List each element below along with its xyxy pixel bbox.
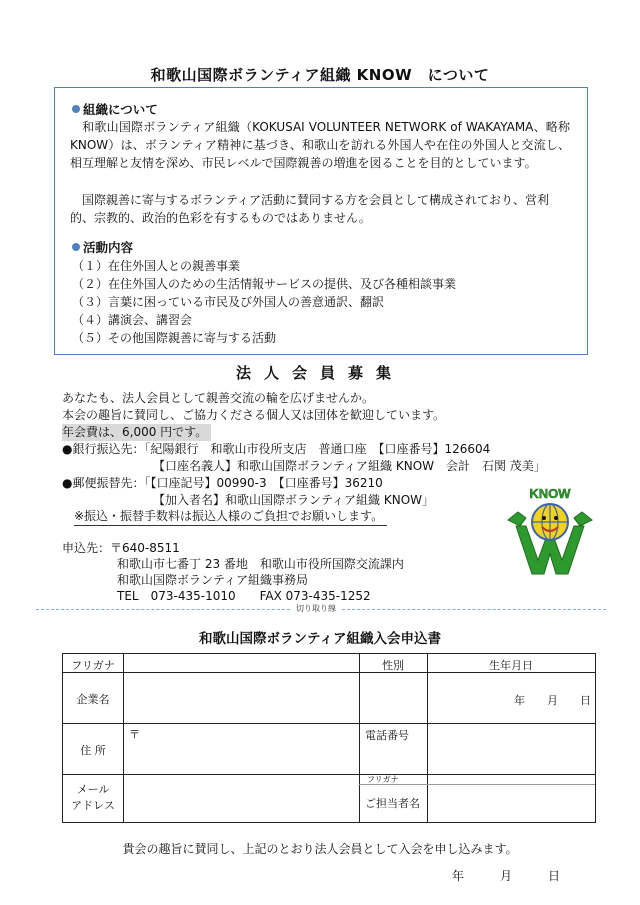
annual-fee: 年会費は、6,000 円です。 (62, 424, 211, 441)
furigana-label: フリガナ (71, 659, 115, 672)
apply-to-label: 申込先：〒640-8511 (62, 541, 180, 555)
company-name-input[interactable] (124, 673, 359, 723)
about-paragraph-2: 国際親善に寄与するボランティア活動に賛同する方を会員として構成されており、営利的、宗教的、政治的色彩を有するものではありません。 (70, 193, 550, 225)
bullet-dot-icon (72, 105, 80, 113)
postal-transfer-line-2: 【加入者名】和歌山国際ボランティア組織 KNOW」 (153, 493, 435, 507)
office-address: 和歌山市七番丁 23 番地 和歌山市役所国際交流課内 (117, 557, 404, 571)
contact-person-input[interactable] (428, 785, 595, 822)
recruit-intro-2: 本会の趣旨に賛同し、ご協力くださる個人又は団体を歓迎しています。 (62, 408, 446, 422)
activities-heading (72, 238, 133, 256)
page-title: 和歌山国際ボランティア組織 KNOW について (150, 66, 490, 84)
postal-mark: 〒 (129, 728, 140, 741)
birthdate-label: 生年月日 (489, 659, 533, 672)
know-logo (500, 482, 600, 582)
logo-right-hand-icon (574, 512, 592, 526)
activity-item: （５）その他国際親善に寄与する活動 (72, 331, 277, 345)
phone-label: 電話番号 (365, 729, 409, 742)
form-title: 和歌山国際ボランティア組織入会申込書 (199, 631, 441, 647)
postal-transfer-line-1: ●郵便振替先：「【口座記号】00990-3 【口座番号】36210 (62, 476, 383, 490)
email-label-line-2: アドレス (71, 799, 115, 812)
email-label (63, 782, 123, 814)
recruit-title: 法人会員募集 (235, 364, 404, 382)
fee-note: ※振込・振替手数料は振込人様のご負担でお願いします。 (74, 508, 387, 526)
phone-input[interactable] (428, 724, 595, 774)
logo-text: KNOW (529, 486, 571, 501)
closing-date[interactable]: 年 月 日 (452, 869, 561, 883)
about-paragraph-1: 和歌山国際ボランティア組織（KOKUSAI VOLUNTEER NETWORK of WAKAYAMA、略称 KNOW）は、ボランティア精神に基づき、和歌山を訪れる外国人や在住の外国人と交流し、相互理解と友情を深め、市民レベルで国際親善の増進を図ることを目的としています。 (70, 120, 570, 170)
bank-transfer-line-2: 【口座名義人】和歌山国際ボランティア組織 KNOW 会計 石関 茂美」 (153, 459, 546, 473)
activities-heading-text: 活動内容 (83, 240, 134, 255)
address-input[interactable] (124, 740, 359, 774)
company-name-label: 企業名 (76, 693, 110, 706)
closing-statement: 貴会の趣旨に賛同し、上記のとおり法人会員として入会を申し込みます。 (122, 842, 518, 856)
contact-furigana-label: フリガナ (367, 775, 399, 784)
birthdate-input[interactable]: 年 月 日 (514, 694, 591, 707)
recruit-intro-1: あなたも、法人会員として親善交流の輪を広げませんか。 (62, 391, 375, 405)
cut-line-label: 切り取り線 (292, 603, 340, 614)
about-heading-text: 組織について (83, 102, 158, 117)
activity-item: （３）言葉に困っている市民及び外国人の善意通訳、翻訳 (72, 295, 385, 309)
application-form (62, 653, 596, 823)
office-contact: TEL 073-435-1010 FAX 073-435-1252 (117, 589, 371, 603)
activity-item: （１）在住外国人との親善事業 (72, 259, 241, 273)
contact-person-label: ご担当者名 (365, 797, 420, 810)
address-label: 住 所 (80, 744, 106, 757)
gender-input[interactable] (360, 673, 427, 723)
bullet-dot-icon (72, 243, 80, 251)
email-input[interactable] (124, 775, 359, 822)
activities-list (72, 257, 456, 347)
office-name: 和歌山国際ボランティア組織事務局 (117, 573, 309, 587)
logo-left-hand-icon (508, 512, 526, 526)
furigana-input[interactable] (124, 655, 359, 671)
about-heading (72, 100, 158, 118)
bank-transfer-line-1: ●銀行振込先：「紀陽銀行 和歌山市役所支店 普通口座 【口座番号】126604 (62, 442, 491, 456)
activity-item: （４）講演会、講習会 (72, 313, 193, 327)
email-label-line-1: メール (76, 783, 110, 796)
gender-label: 性別 (382, 659, 404, 672)
activity-item: （２）在住外国人のための生活情報サービスの提供、及び各種相談事業 (72, 277, 457, 291)
